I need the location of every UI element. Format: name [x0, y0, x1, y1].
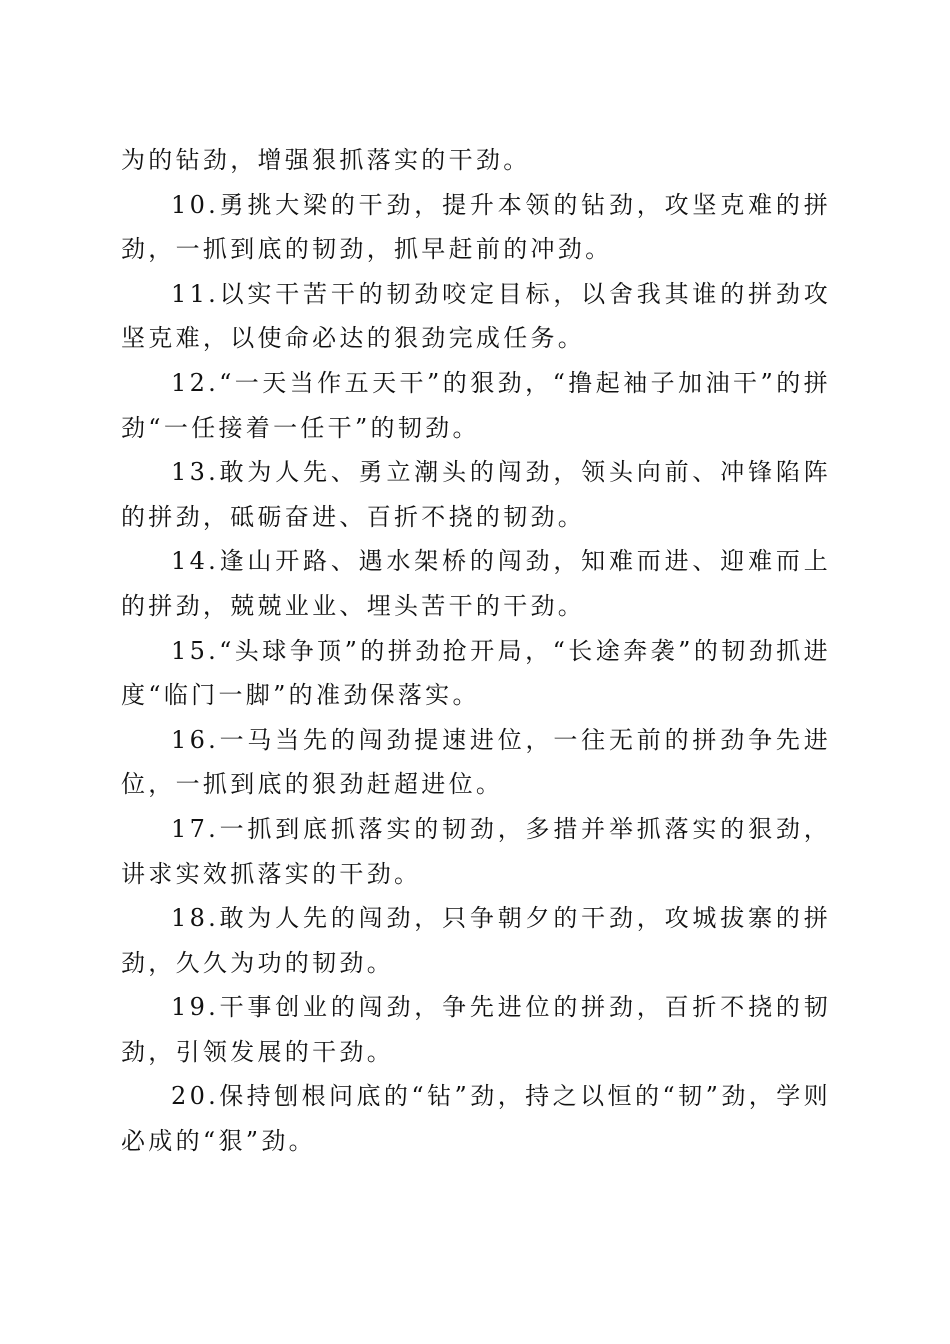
list-item-13: 13.敢为人先、勇立潮头的闯劲，领头向前、冲锋陷阵的拼劲，砥砺奋进、百折不挠的韧劲。: [121, 458, 831, 531]
list-item-20: 20.保持刨根问底的“钻”劲，持之以恒的“韧”劲，学则必成的“狠”劲。: [121, 1082, 831, 1156]
list-item-15: 15.“头球争顶”的拼劲抢开局，“长途奔袭”的韧劲抓进度“临门一脚”的准劲保落实。: [121, 636, 831, 710]
list-item-14: 14.逢山开路、遇水架桥的闯劲，知难而进、迎难而上的拼劲，兢兢业业、埋头苦干的干劲。: [121, 547, 831, 620]
list-item-10: 10.勇挑大梁的干劲，提升本领的钻劲，攻坚克难的拼劲，一抓到底的韧劲，抓早赶前的冲劲。: [121, 190, 831, 264]
paragraph-continuation: 为的钻劲，增强狠抓落实的干劲。: [121, 146, 531, 174]
list-item-16: 16.一马当先的闯劲提速进位，一往无前的拼劲争先进位，一抓到底的狠劲赶超进位。: [121, 725, 831, 799]
document-body: [121, 138, 831, 1164]
list-item-18: 18.敢为人先的闯劲，只争朝夕的干劲，攻城拔寨的拼劲，久久为功的韧劲。: [121, 904, 831, 977]
list-item-12: 12.“一天当作五天干”的狠劲，“撸起袖子加油干”的拼劲“一任接着一任干”的韧劲。: [121, 368, 831, 442]
list-item-11: 11.以实干苦干的韧劲咬定目标，以舍我其谁的拼劲攻坚克难，以使命必达的狠劲完成任务。: [121, 279, 831, 353]
list-item-19: 19.干事创业的闯劲，争先进位的拼劲，百折不挠的韧劲，引领发展的干劲。: [121, 993, 831, 1066]
list-item-17: 17.一抓到底抓落实的韧劲，多措并举抓落实的狠劲，讲求实效抓落实的干劲。: [121, 814, 831, 888]
